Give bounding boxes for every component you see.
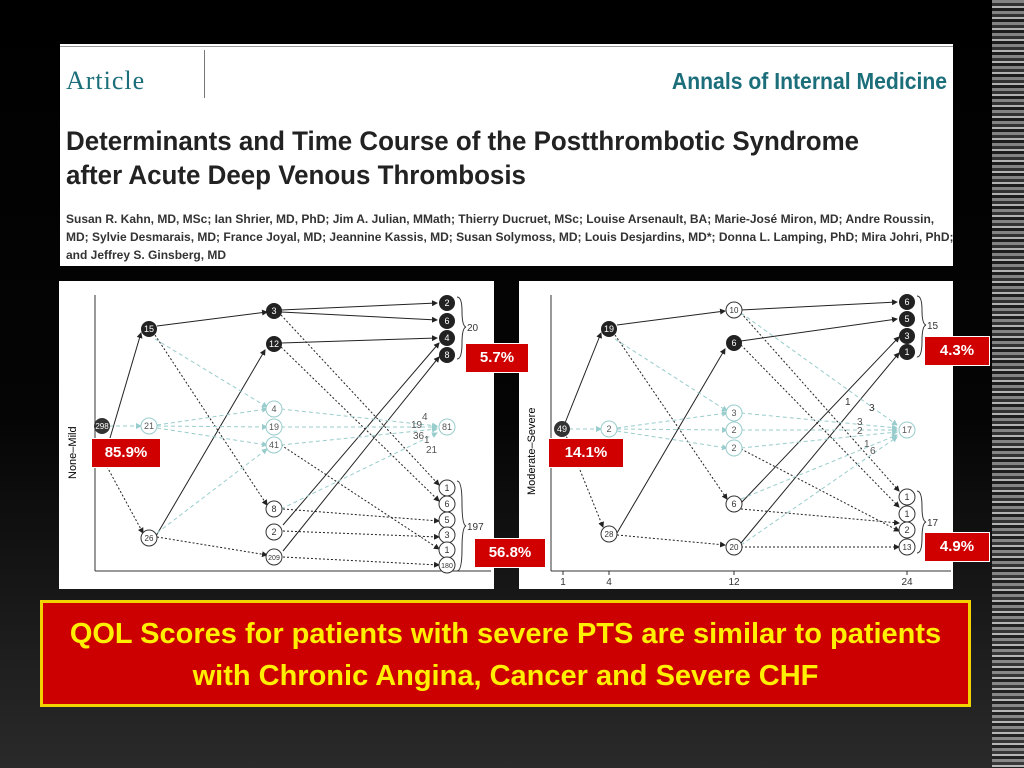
qol-summary-banner: QOL Scores for patients with severe PTS are similar to patients with Chronic Angina, Cancer and Severe CHF: [40, 600, 971, 707]
right-mid-label-b: 3: [869, 403, 875, 414]
right-x-tick-4: 4: [606, 577, 612, 588]
right-mid-label-d: 2: [857, 426, 863, 437]
right-top-percent-badge: 4.3%: [924, 336, 990, 366]
right-end-bottom-2: 1: [904, 509, 910, 519]
right-node-6b: 6: [731, 499, 737, 509]
moderate-severe-diagram: [519, 281, 953, 589]
left-end-top-total: 20: [467, 323, 479, 334]
left-node-4: 4: [271, 404, 277, 414]
left-node-41: 41: [268, 440, 280, 450]
right-end-bottom-4: 13: [902, 543, 912, 552]
right-mid-label-c: 3: [857, 417, 863, 428]
right-node-10: 10: [729, 306, 739, 315]
left-end-bottom-6: 180: [441, 563, 453, 570]
left-node-8: 8: [271, 504, 277, 514]
left-end-bottom-2: 6: [444, 499, 450, 509]
right-node-28: 28: [604, 530, 614, 539]
author-list: Susan R. Kahn, MD, MSc; Ian Shrier, MD, PhD; Jim A. Julian, MMath; Thierry Ducruet, MSc; Louise Arsenault, BA; Marie-José Miron, MD; Andre Roussin, MD; Sylvie Desmarais, MD; France Joyal, MD; Jeannine Kassis, MD; Susan Solymoss, MD; Louis Desjardins, MD*; Donna L. Lamping, PhD; Mira Johri, PhD; and Jeffrey S. Ginsberg, MD: [66, 212, 954, 262]
left-end-bottom-1: 1: [444, 483, 450, 493]
left-end-top-4: 8: [444, 350, 450, 360]
left-node-19: 19: [268, 422, 280, 432]
right-x-tick-1: 1: [560, 577, 566, 588]
left-axis-label: None–Mild: [67, 426, 79, 479]
left-node-3: 3: [271, 306, 277, 316]
right-end-bottom-total: 17: [927, 518, 939, 529]
film-strip-border: [992, 0, 1024, 768]
left-end-bottom-total: 197: [467, 522, 484, 533]
left-node-26: 26: [144, 534, 154, 543]
header-rule: [60, 46, 953, 47]
right-mid-label-f: 6: [870, 446, 876, 457]
right-bottom-percent-badge: 4.9%: [924, 532, 990, 562]
right-mid-label-e: 1: [864, 439, 870, 450]
left-end-bottom-5: 1: [444, 545, 450, 555]
left-end-mid: 81: [441, 422, 453, 432]
right-node-19: 19: [603, 324, 615, 334]
left-end-top-2: 6: [444, 316, 450, 326]
left-top-percent-badge: 5.7%: [465, 343, 529, 373]
journal-name: Annals of Internal Medicine: [671, 68, 947, 94]
right-node-2: 2: [606, 424, 612, 434]
left-end-top-1: 2: [444, 298, 450, 308]
right-end-top-3: 3: [904, 331, 910, 341]
left-mid-label-36: 36: [413, 431, 425, 442]
left-start-node: 298: [95, 422, 109, 431]
left-bottom-percent-badge: 56.8%: [474, 538, 546, 568]
right-node-2c: 2: [731, 443, 737, 453]
right-x-tick-12: 12: [728, 577, 740, 588]
left-start-percent-badge: 85.9%: [91, 438, 161, 468]
right-axis-label: Moderate–Severe: [526, 407, 538, 495]
left-mid-label-1: 1: [424, 435, 430, 446]
right-end-bottom-3: 2: [904, 525, 910, 535]
left-node-2: 2: [271, 527, 277, 537]
left-node-15: 15: [143, 324, 155, 334]
left-end-bottom-4: 3: [444, 530, 450, 540]
article-label: Article: [66, 66, 146, 95]
left-node-12: 12: [268, 339, 280, 349]
left-mid-label-21: 21: [426, 445, 438, 456]
article-title: Determinants and Time Course of the Postthrombotic Syndrome after Acute Deep Venous Thrombosis: [66, 126, 860, 190]
right-end-mid: 17: [901, 425, 913, 435]
left-end-bottom-3: 5: [444, 515, 450, 525]
right-end-bottom-1: 1: [904, 492, 910, 502]
left-node-209: 209: [268, 555, 280, 562]
right-x-tick-24: 24: [901, 577, 913, 588]
right-end-top-4: 1: [904, 347, 910, 357]
none-mild-diagram: [59, 281, 494, 589]
left-mid-label-19: 19: [411, 420, 423, 431]
right-end-top-2: 5: [904, 314, 910, 324]
right-node-6a: 6: [731, 338, 737, 348]
left-mid-label-4: 4: [422, 412, 428, 423]
article-header: [60, 44, 953, 266]
right-mid-label-a: 1: [845, 397, 851, 408]
right-start-percent-badge: 14.1%: [548, 438, 624, 468]
right-node-2b: 2: [731, 425, 737, 435]
left-node-21: 21: [143, 421, 155, 431]
right-node-3: 3: [731, 408, 737, 418]
right-end-top-total: 15: [927, 321, 939, 332]
right-end-top-1: 6: [904, 297, 910, 307]
left-end-top-3: 4: [444, 333, 450, 343]
header-divider: [204, 50, 205, 98]
right-node-20: 20: [729, 543, 739, 552]
right-start-node: 49: [556, 424, 568, 434]
